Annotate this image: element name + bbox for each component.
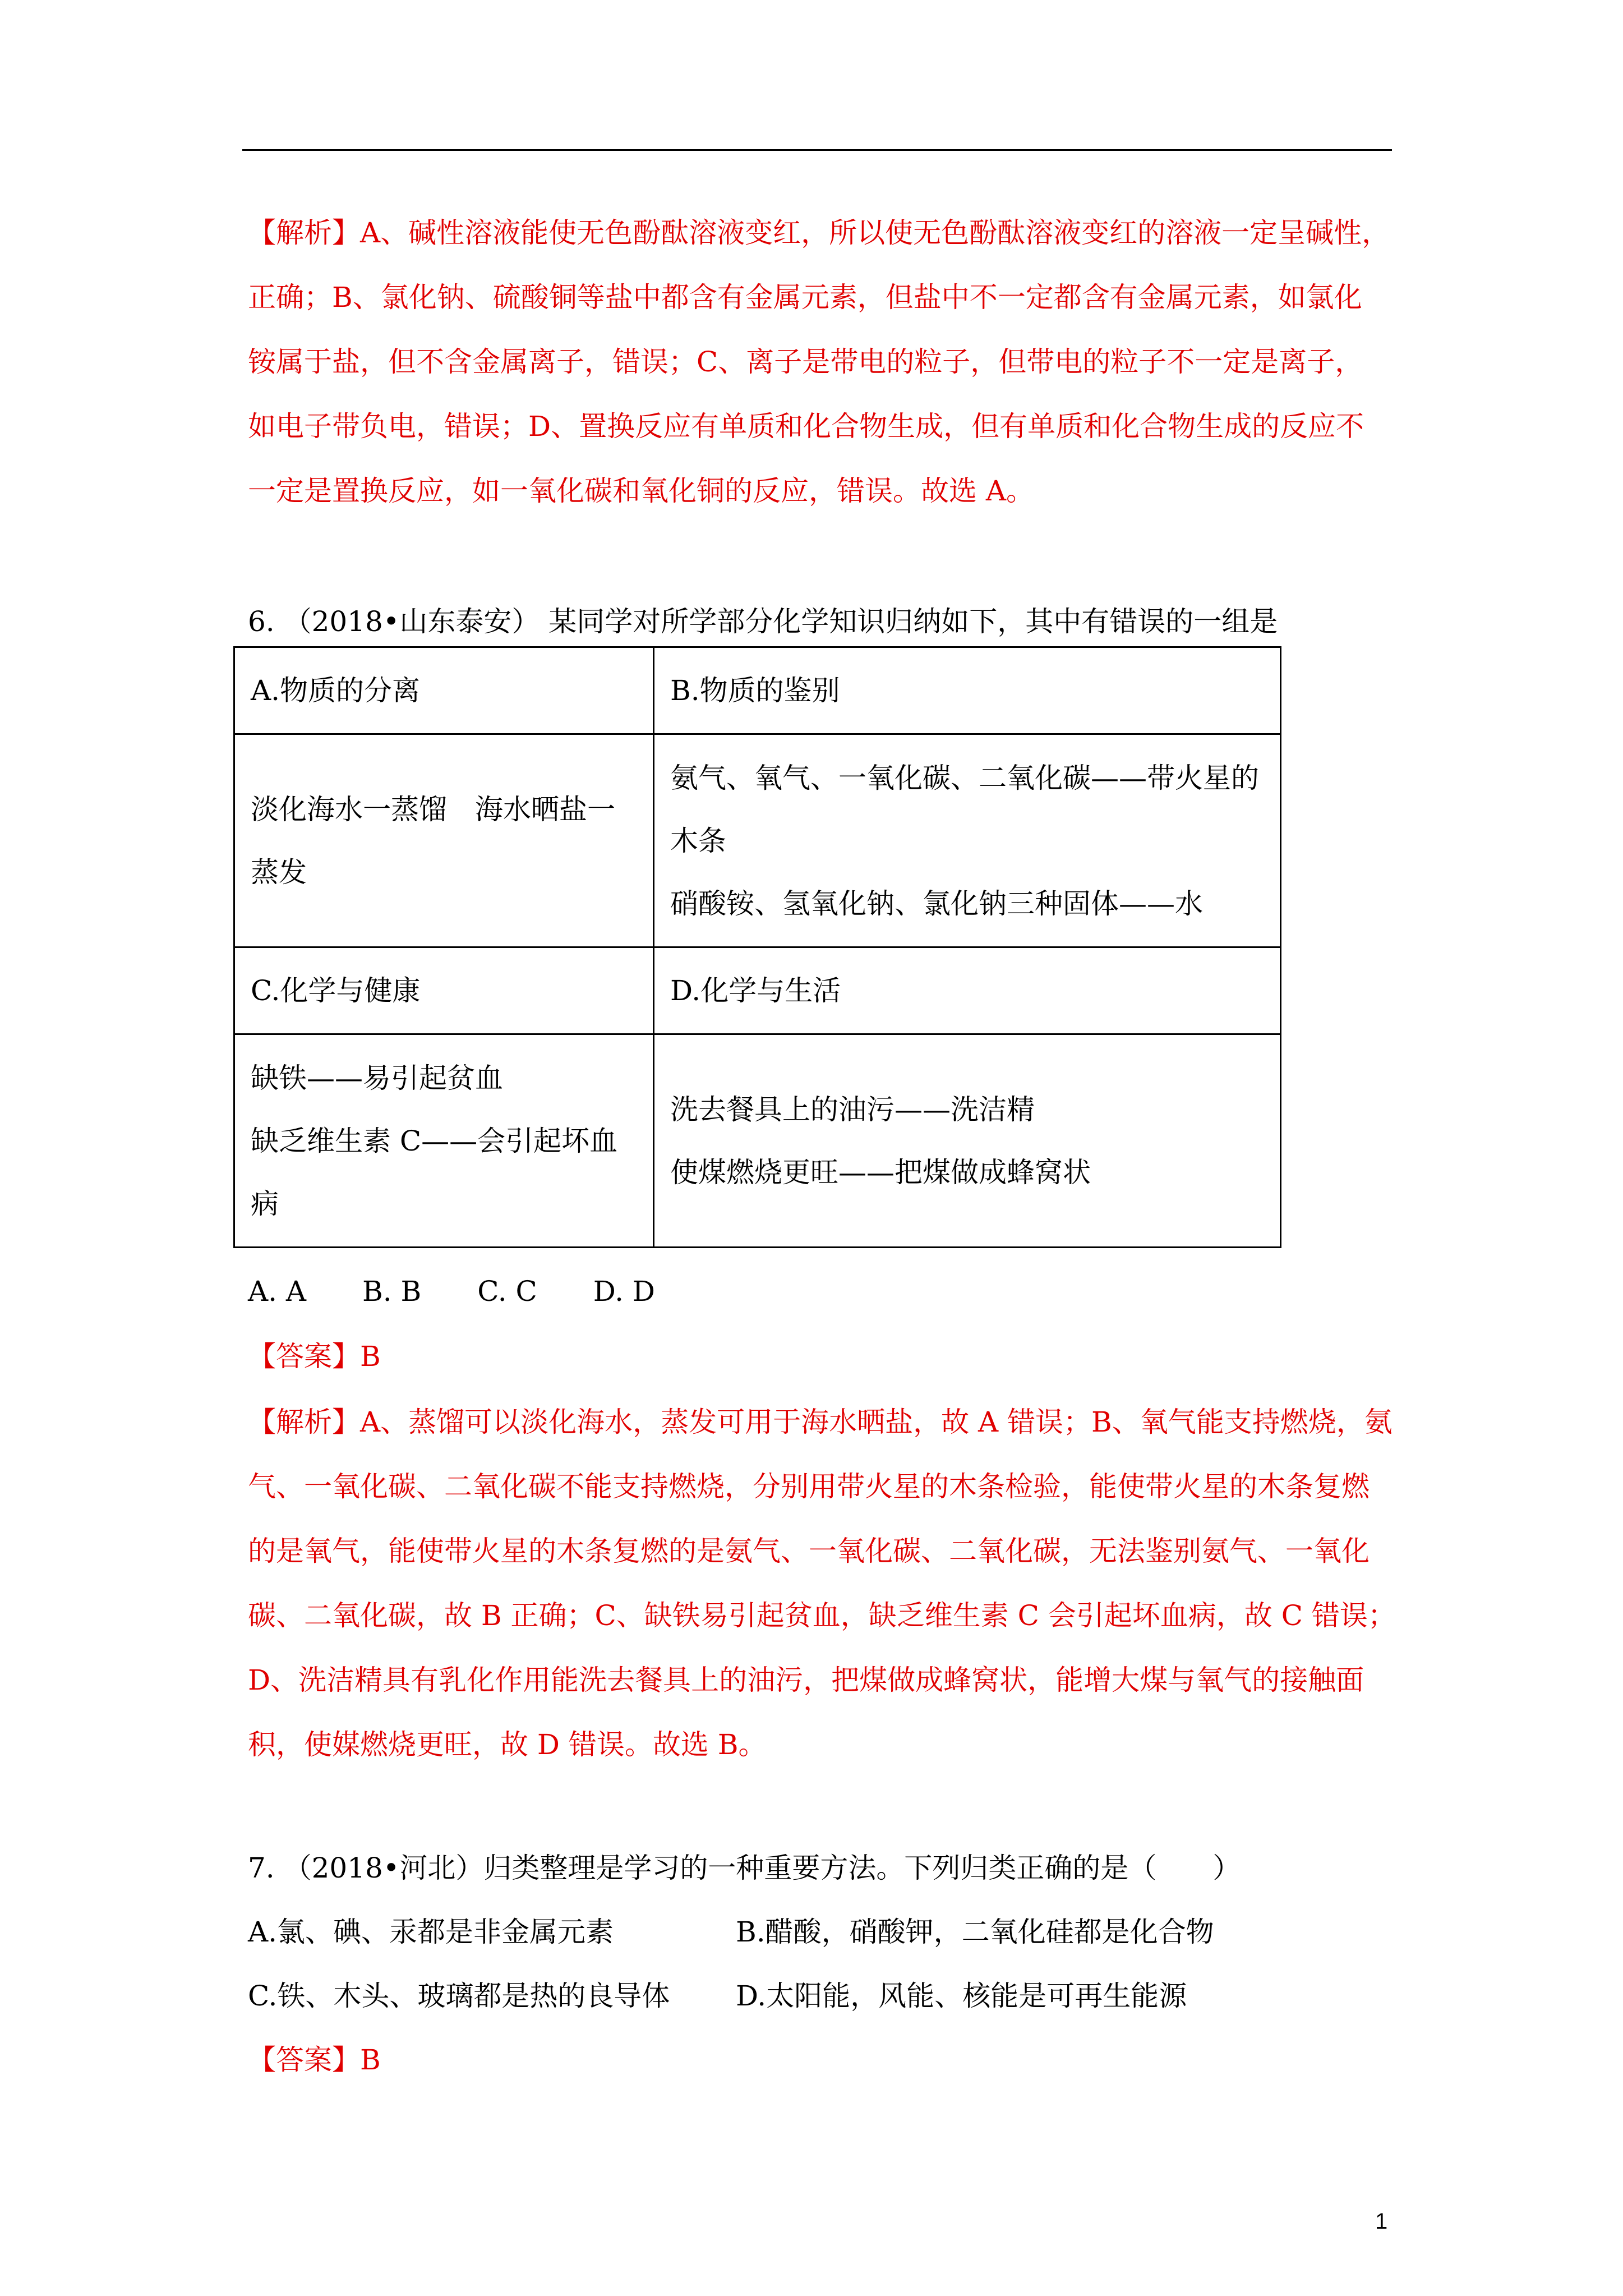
cell-line: 氨气、氧气、一氧化碳、二氧化碳——带火星的 <box>670 761 1259 794</box>
analysis-q5-line: 铵属于盐，但不含金属离子，错误；C、离子是带电的粒子，但带电的粒子不一定是离子， <box>248 346 1363 378</box>
cell-line: 洗去餐具上的油污——洗洁精 <box>670 1093 1035 1126</box>
analysis-line: 气、一氧化碳、二氧化碳不能支持燃烧，分别用带火星的木条检验，能使带火星的木条复燃 <box>248 1470 1370 1503</box>
table-cell-c-head: C.化学与健康 <box>234 947 654 1034</box>
table-cell-a-head: A.物质的分离 <box>234 647 654 734</box>
cell-line: 淡化海水一蒸馏 海水晒盐一 <box>251 793 615 826</box>
analysis-q5 <box>248 201 1398 523</box>
analysis-q5-line: 【解析】A、碱性溶液能使无色酚酞溶液变红，所以使无色酚酞溶液变红的溶液一定呈碱性， <box>248 217 1390 249</box>
question7-stem: 7. （2018•河北）归类整理是学习的一种重要方法。下列归类正确的是（ ） <box>248 1852 1241 1884</box>
cell-line: 病 <box>251 1187 279 1220</box>
question6-analysis <box>248 1390 1398 1777</box>
analysis-q5-line: 如电子带负电，错误；D、置换反应有单质和化合物生成，但有单质和化合物生成的反应不 <box>248 410 1364 443</box>
question7-option-d: D.太阳能，风能、核能是可再生能源 <box>736 1980 1187 2012</box>
analysis-q5-line: 正确；B、氯化钠、硫酸铜等盐中都含有金属元素，但盐中不一定都含有金属元素，如氯化 <box>248 281 1362 314</box>
header-rule <box>242 149 1392 151</box>
page-number: 1 <box>1375 2209 1388 2234</box>
table-cell-c-body <box>234 1034 654 1248</box>
analysis-line: 【解析】A、蒸馏可以淡化海水，蒸发可用于海水晒盐，故 A 错误；B、氧气能支持燃烧，氨 <box>248 1406 1393 1438</box>
cell-line: 木条 <box>670 824 726 857</box>
question6-answer: 【答案】B <box>248 1340 381 1373</box>
table-cell-a-body <box>234 734 654 947</box>
table-cell-d-head: D.化学与生活 <box>654 947 1281 1034</box>
table-cell-d-body <box>654 1034 1281 1248</box>
analysis-line: D、洗洁精具有乳化作用能洗去餐具上的油污，把煤做成蜂窝状，能增大煤与氧气的接触面 <box>248 1664 1364 1696</box>
analysis-line: 积，使媒燃烧更旺，故 D 错误。故选 B。 <box>248 1728 767 1761</box>
cell-line: 缺乏维生素 C——会引起坏血 <box>251 1124 618 1157</box>
table-cell-b-body <box>654 734 1281 947</box>
cell-line: 蒸发 <box>251 855 307 889</box>
table-cell-b-head: B.物质的鉴别 <box>654 647 1281 734</box>
cell-line: 缺铁——易引起贫血 <box>251 1061 503 1094</box>
question7-option-a: A.氯、碘、汞都是非金属元素 <box>248 1916 614 1948</box>
analysis-line: 碳、二氧化碳，故 B 正确；C、缺铁易引起贫血，缺乏维生素 C 会引起坏血病，故 C 错误； <box>248 1599 1396 1632</box>
question7-option-c: C.铁、木头、玻璃都是热的良导体 <box>248 1980 670 2012</box>
question6-stem: 6. （2018•山东泰安） 某同学对所学部分化学知识归纳如下，其中有错误的一组是 <box>248 605 1278 638</box>
question6-options: A. A B. B C. C D. D <box>248 1275 655 1308</box>
cell-line: 使煤燃烧更旺——把煤做成蜂窝状 <box>670 1156 1091 1189</box>
question7-answer: 【答案】B <box>248 2044 381 2076</box>
analysis-q5-line: 一定是置换反应，如一氧化碳和氧化铜的反应，错误。故选 A。 <box>248 475 1035 507</box>
question7-option-b: B.醋酸，硝酸钾，二氧化硅都是化合物 <box>736 1916 1214 1948</box>
analysis-line: 的是氧气，能使带火星的木条复燃的是氨气、一氧化碳、二氧化碳，无法鉴别氨气、一氧化 <box>248 1535 1370 1567</box>
cell-line: 硝酸铵、氢氧化钠、氯化钠三种固体——水 <box>670 887 1203 920</box>
question6-table <box>233 646 1281 1248</box>
